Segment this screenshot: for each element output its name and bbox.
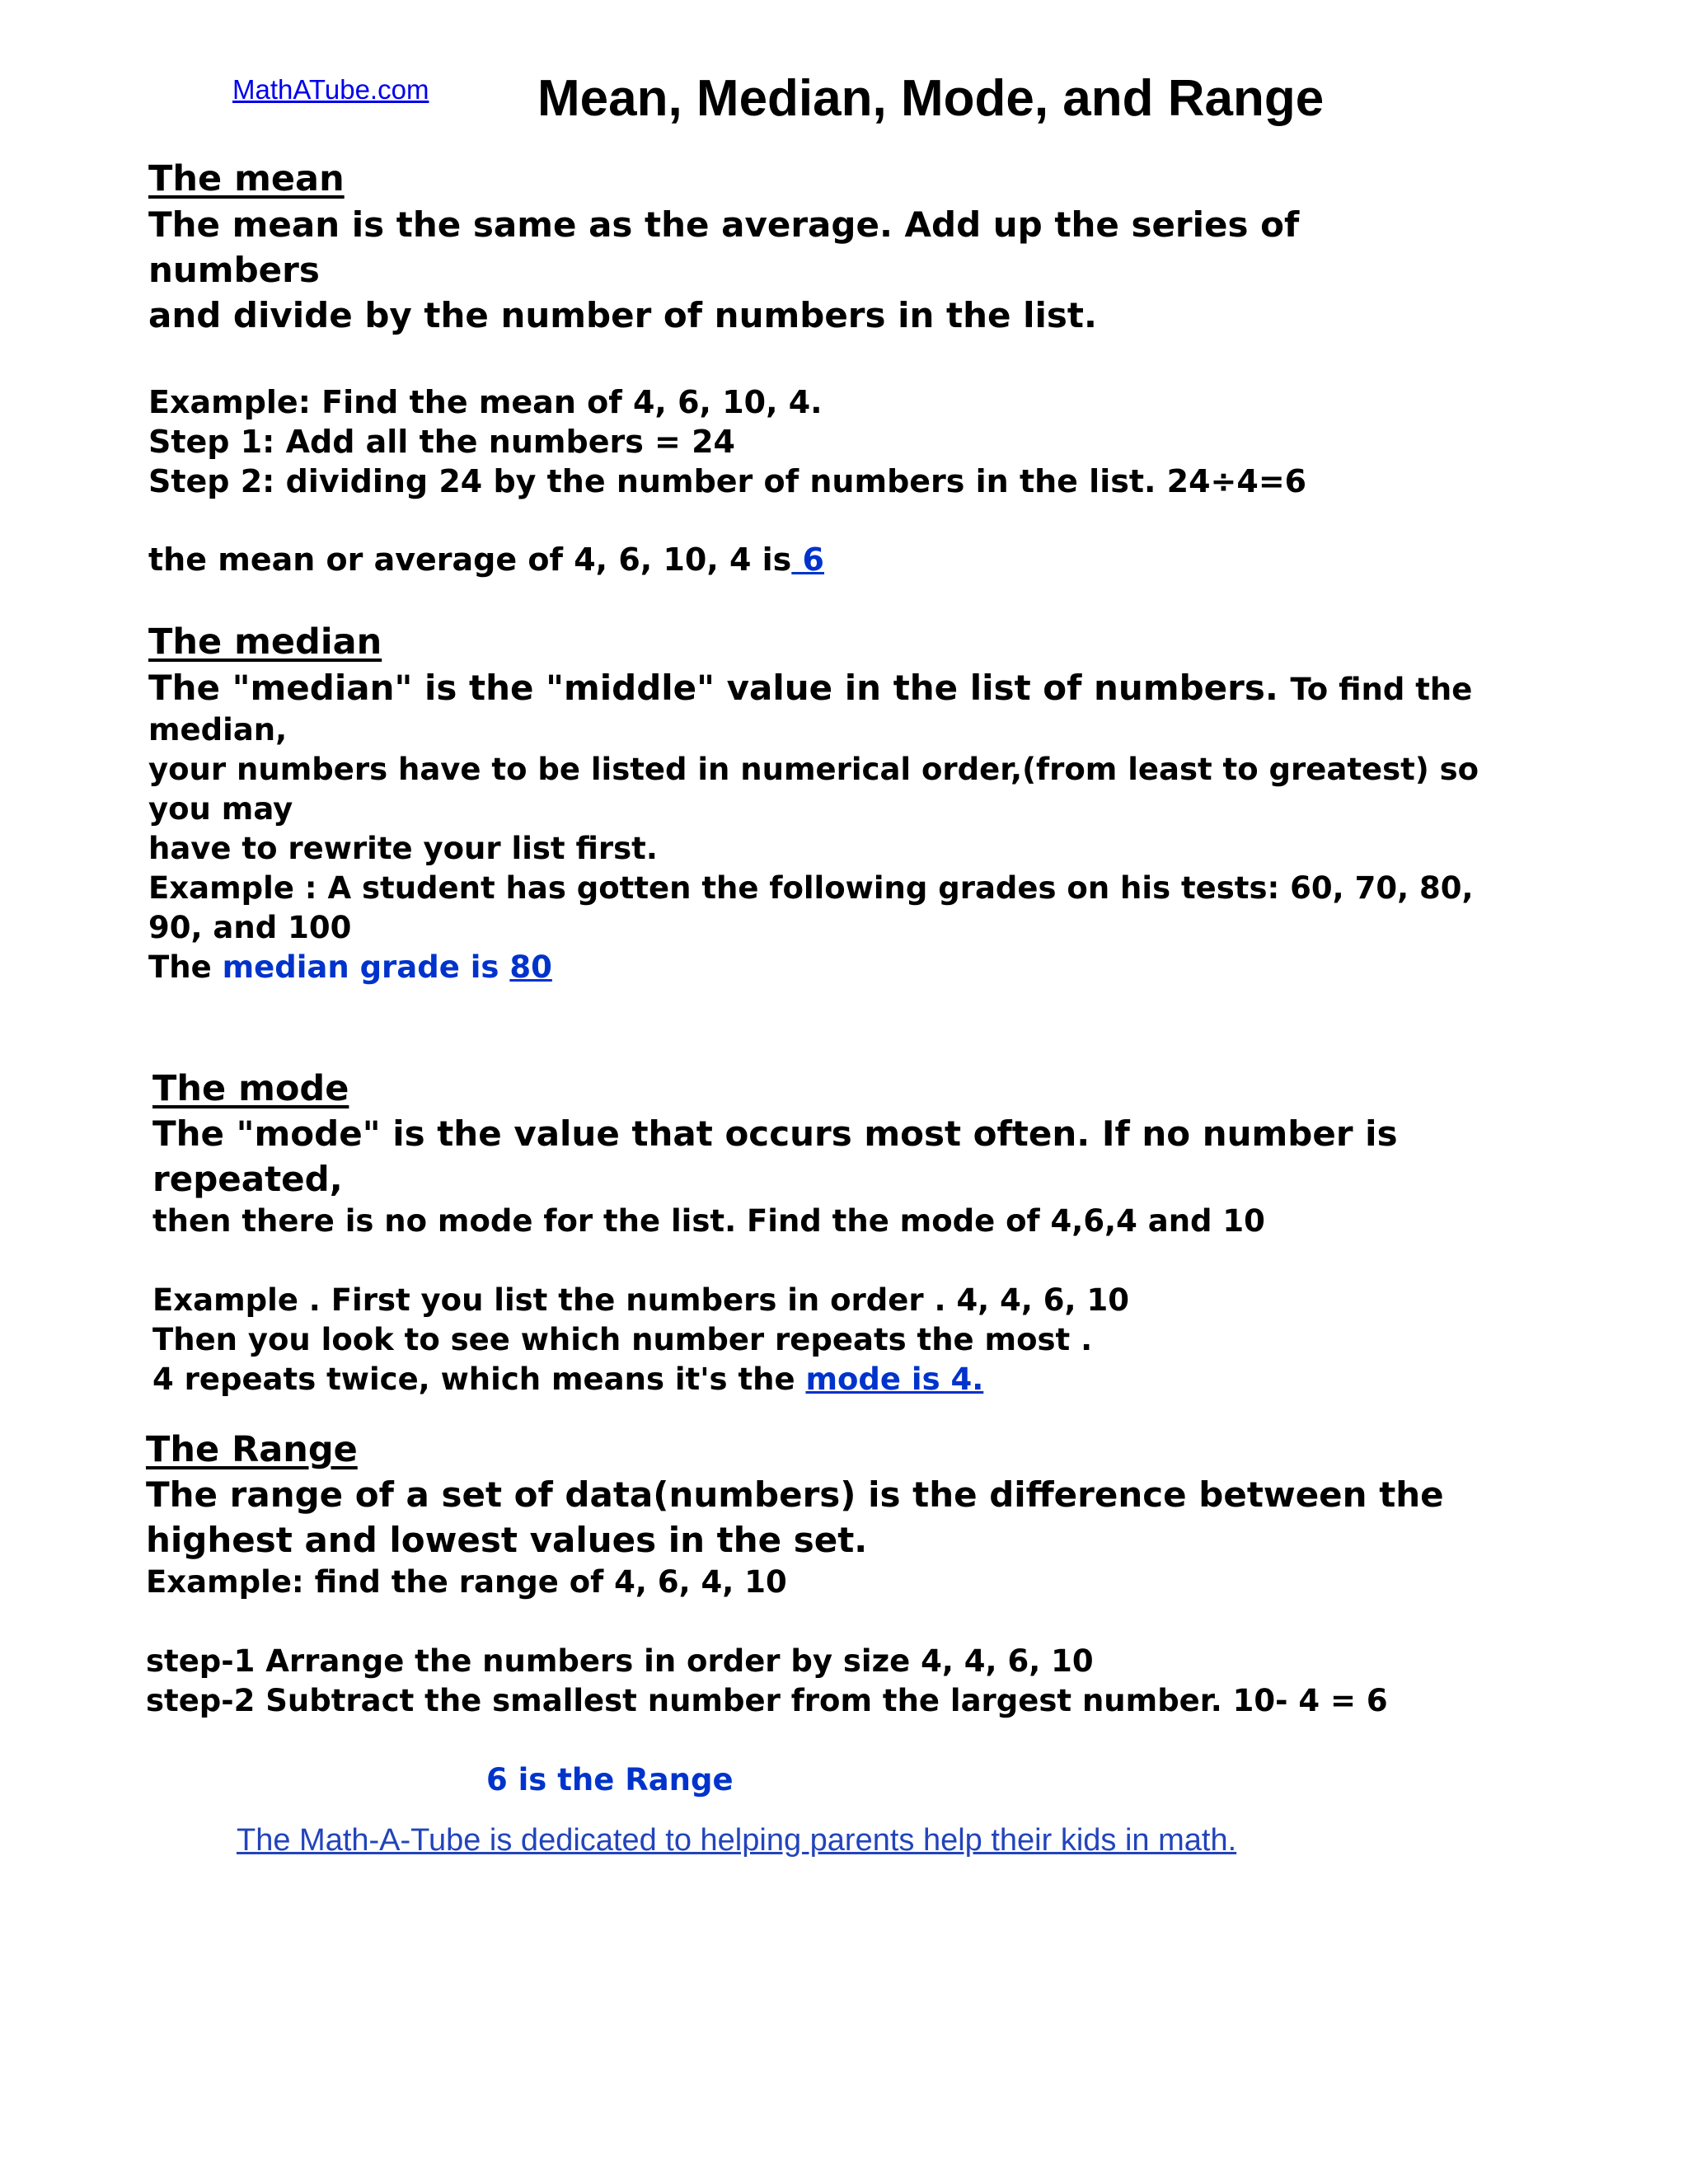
footer-link[interactable]: The Math-A-Tube is dedicated to helping parents help their kids in math. [237, 1823, 1237, 1858]
median-line-3: your numbers have to be listed in numerical order,(from least to greatest) so [148, 752, 1479, 787]
median-line-4: you may [148, 791, 293, 827]
range-line-2: highest and lowest values in the set. [146, 1520, 868, 1560]
median-result-text: median grade is [222, 949, 510, 985]
mode-line-2: repeated, [152, 1159, 343, 1199]
mode-example-2: Then you look to see which number repeats the most . [152, 1322, 1093, 1357]
mode-line-1: The "mode" is the value that occurs most often. If no number is [152, 1113, 1398, 1154]
median-line-1-main: The "median" is the "middle" value in the list of numbers. [148, 668, 1291, 708]
range-step-1: step-1 Arrange the numbers in order by size 4, 4, 6, 10 [146, 1643, 1094, 1679]
median-example-1: Example : A student has gotten the following grades on his tests: 60, 70, 80, [148, 870, 1474, 906]
mode-line-3: then there is no mode for the list. Find the mode of 4,6,4 and 10 [152, 1203, 1265, 1239]
mean-result-text: the mean or average of 4, 6, 10, 4 is [148, 541, 792, 578]
range-step-2: step-2 Subtract the smallest number from the largest number. 10- 4 = 6 [146, 1683, 1388, 1718]
median-line-1 [148, 668, 1472, 708]
median-line-2: median, [148, 712, 288, 748]
page-title: Mean, Median, Mode, and Range [537, 70, 1325, 127]
mode-example-3 [152, 1361, 983, 1397]
mode-result-link[interactable]: mode is 4. [805, 1361, 984, 1397]
median-line-5: have to rewrite your list first. [148, 831, 658, 866]
mean-heading: The mean [148, 158, 345, 199]
range-result: 6 is the Range [486, 1762, 734, 1797]
mean-result-value[interactable]: 6 [791, 541, 824, 578]
mean-line-2: numbers [148, 250, 320, 290]
mean-line-3: and divide by the number of numbers in the list. [148, 295, 1097, 335]
median-result [148, 949, 552, 985]
range-example: Example: find the range of 4, 6, 4, 10 [146, 1564, 787, 1600]
range-heading: The Range [146, 1429, 358, 1470]
range-line-1: The range of a set of data(numbers) is the difference between the [146, 1474, 1444, 1515]
mode-heading: The mode [152, 1068, 349, 1109]
median-result-value[interactable]: 80 [509, 949, 552, 985]
mode-example-3-text: 4 repeats twice, which means it's the [152, 1361, 806, 1397]
median-result-prefix: The [148, 949, 223, 985]
mean-example: Example: Find the mean of 4, 6, 10, 4. [148, 384, 823, 420]
mean-step-1: Step 1: Add all the numbers = 24 [148, 424, 735, 460]
mode-example-1: Example . First you list the numbers in order . 4, 4, 6, 10 [152, 1282, 1129, 1318]
mean-line-1: The mean is the same as the average. Add up the series of [148, 204, 1300, 245]
mean-step-2: Step 2: dividing 24 by the number of numbers in the list. 24÷4=6 [148, 463, 1307, 499]
median-line-1-tail: To find the [1290, 672, 1473, 707]
mean-result [148, 541, 824, 578]
site-link[interactable]: MathATube.com [232, 74, 429, 105]
median-example-2: 90, and 100 [148, 910, 352, 945]
median-heading: The median [148, 621, 382, 663]
